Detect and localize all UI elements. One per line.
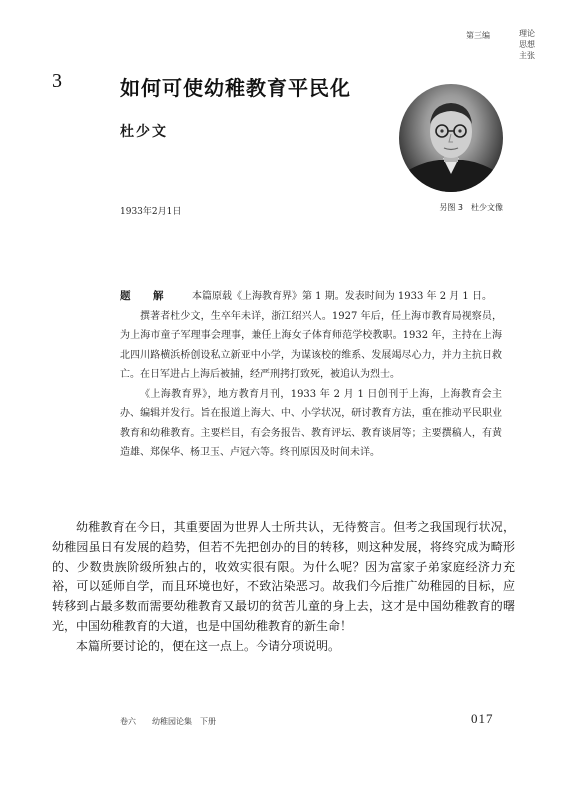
body-paragraph: 本篇所要讨论的，便在这一点上。今请分项说明。 bbox=[76, 638, 341, 653]
portrait-illustration bbox=[399, 84, 503, 192]
intro-label: 题 解 bbox=[120, 290, 170, 302]
intro-paragraph: 《上海教育界》，地方教育月刊，1933 年 2 月 1 日创刊于上海，上海教育会主办、编辑并发行。旨在报道上海大、中、小学状况，研讨教育方法，重在推动平民职业教育和幼稚教育。主要栏目，有会务报告、教育评坛、教育谈屑等；主要撰稿人，有黄造雄、郑保华、杨卫玉、卢冠六等。终刊原因及时间未详。 bbox=[120, 388, 502, 458]
main-text bbox=[52, 518, 515, 657]
chapter-title: 如何可使幼稚教育平民化 bbox=[120, 76, 351, 100]
portrait-caption: 另图 3 杜少文像 bbox=[439, 203, 503, 212]
header-series-label bbox=[519, 28, 543, 61]
header-series-line: 思想 bbox=[519, 40, 535, 49]
footer-book-title: 幼稚园论集 下册 bbox=[152, 717, 216, 726]
chapter-author: 杜少文 bbox=[120, 124, 168, 140]
intro-section bbox=[120, 287, 502, 463]
publication-date: 1933年2月1日 bbox=[120, 207, 182, 217]
body-paragraph: 幼稚教育在今日，其重要固为世界人士所共认，无待赘言。但考之我国现行状况，幼稚园虽日有发展的趋势，但若不先把创办的目的转移，则这种发展，将终究成为畸形的、少数贵族阶级所独占的，收效实很有限。为什么呢？因为富家子弟家庭经济力充裕，可以延师自学，而且环境也好，不致沾染恶习。故我们今后推广幼稚园的目标，应转移到占最多数而需要幼稚教育又最切的贫苦儿童的身上去，这才是中国幼稚教育的曙光，中国幼稚教育的大道，也是中国幼稚教育的新生命！ bbox=[52, 520, 515, 633]
chapter-number: 3 bbox=[52, 70, 62, 92]
header-section-label: 第三编 bbox=[466, 31, 490, 40]
intro-paragraph: 本篇原载《上海教育界》第 1 期。发表时间为 1933 年 2 月 1 日。 bbox=[192, 291, 492, 302]
header-series-line: 理论 bbox=[519, 29, 535, 38]
header-series-line: 主张 bbox=[519, 51, 535, 60]
page-number: 017 bbox=[471, 711, 494, 726]
footer-volume: 卷六 bbox=[120, 717, 136, 726]
author-portrait bbox=[399, 84, 503, 192]
intro-paragraph: 撰著者杜少文，生卒年未详，浙江绍兴人。1927 年后，任上海市教育局视察员，为上海市童子军理事会理事，兼任上海女子体育师范学校教职。1932 年，主持在上海北四川路横浜桥创设私立新亚中小学，为谋该校的维系、发展竭尽心力，并力主抗日救亡。在日军进占上海后被捕，经严刑拷打致死，被追认为烈士。 bbox=[120, 310, 502, 380]
